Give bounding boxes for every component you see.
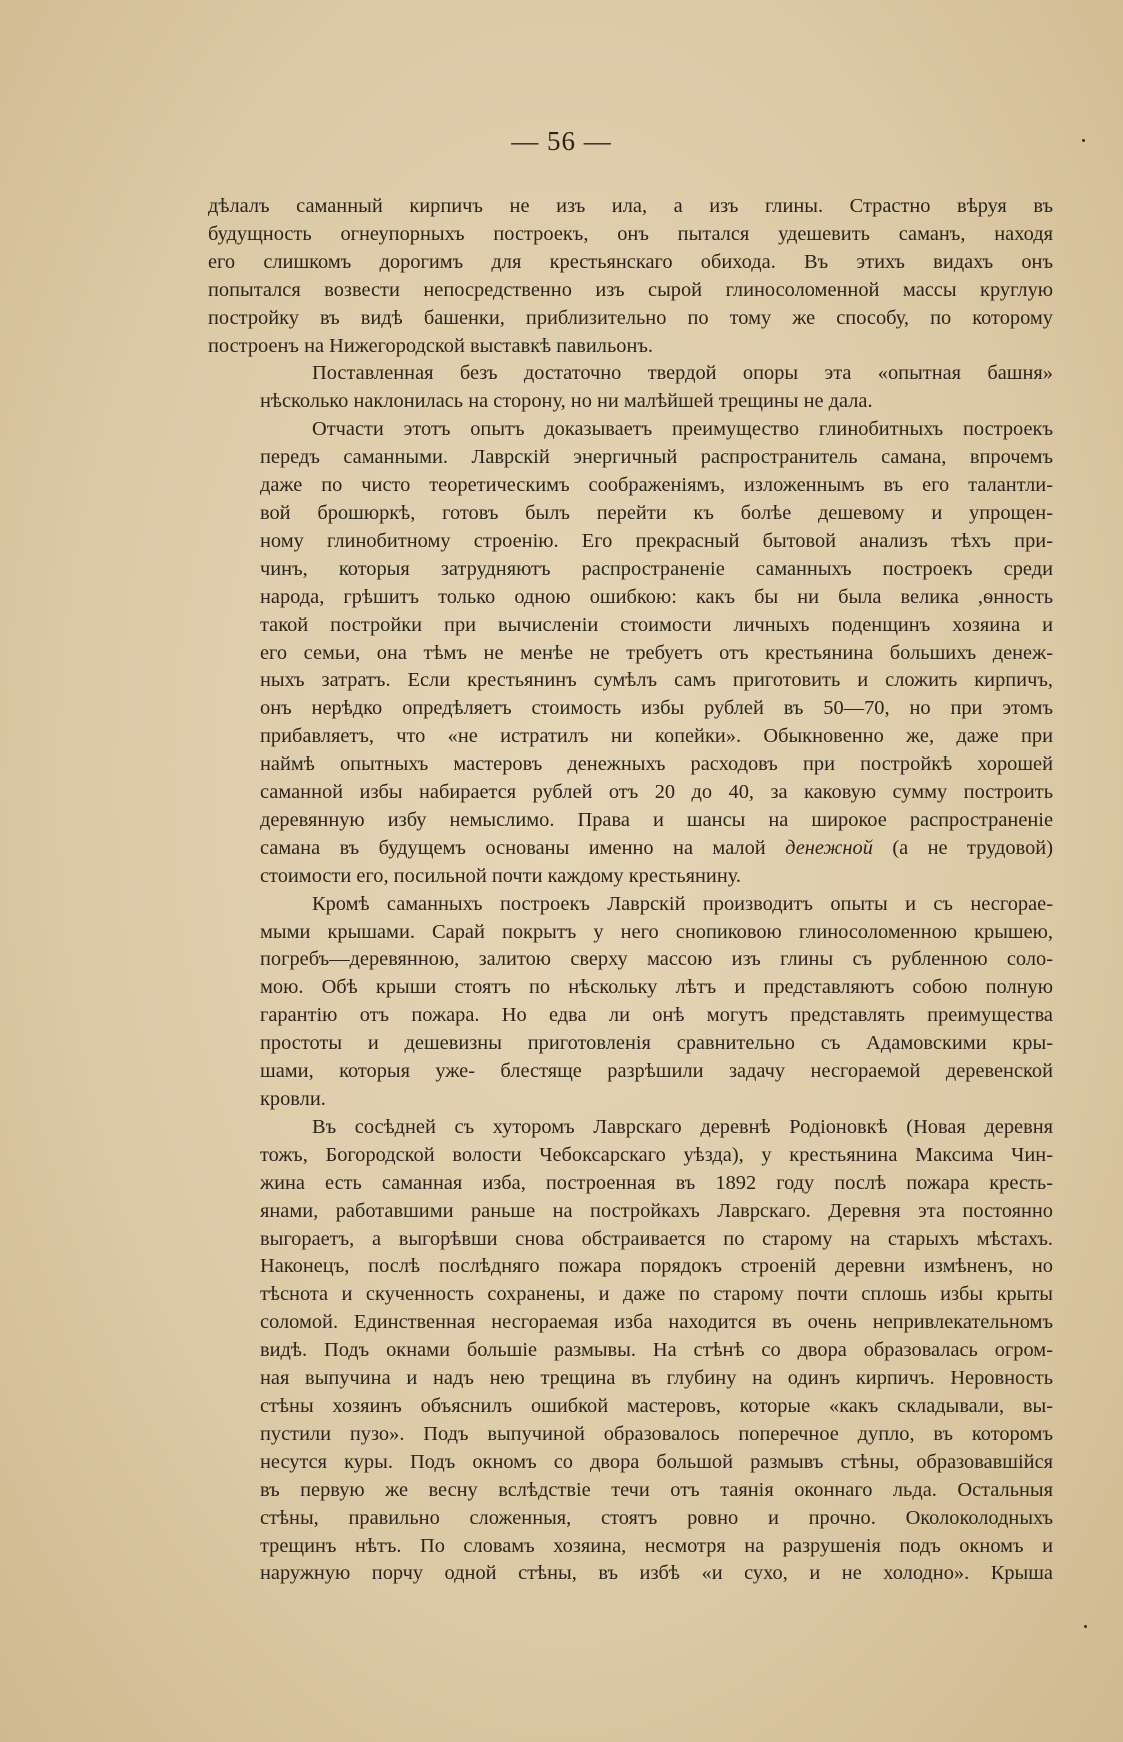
text-line: даже по чисто теоретическимъ соображеніямъ, изложеннымъ въ его талантли- [260,474,1053,497]
text-line: передъ саманными. Лаврскій энергичный распространитель самана, впрочемъ [260,446,1053,469]
text-line: кровли. [260,1088,326,1110]
text-line: Наконецъ, послѣ послѣдняго пожара порядокъ строеній деревни измѣненъ, но [260,1255,1053,1278]
text-line: трещинъ нѣтъ. По словамъ хозяина, несмотря на разрушенія подъ окномъ и [260,1534,1053,1557]
text-line: тожъ, Богородской волости Чебоксарскаго уѣзда), у крестьянина Максима Чин- [260,1143,1053,1166]
text-line: Въ сосѣдней съ хуторомъ Лаврскаго деревнѣ Родіоновкѣ (Новая деревня [312,1115,1053,1138]
paragraph [208,416,1053,890]
text-line: такой постройки при вычисленіи стоимости личныхъ поденщинъ хозяина и [260,613,1053,636]
text-line: будущность огнеупорныхъ построекъ, онъ пытался удешевить саманъ, находя [208,222,1053,245]
text-line: Поставленная безъ достаточно твердой опоры эта «опытная башня» [312,362,1053,385]
paragraph [208,891,1053,1114]
text-line: попытался возвести непосредственно изъ сырой глиносоломенной массы круглую [208,278,1053,301]
text-line: пустили пузо». Подъ выпучиной образовалось поперечное дупло, въ которомъ [260,1422,1053,1445]
text-line: шами, которыя уже- блестяще разрѣшили задачу несгораемой деревенской [260,1060,1053,1083]
paragraph [208,1114,1053,1588]
text-line: ная выпучина и надъ нею трещина въ глубину на одинъ кирпичъ. Неровность [260,1367,1053,1390]
text-line: тѣснота и скученность сохранены, и даже по старому почти сплошь избы крыты [260,1283,1053,1306]
text-line: янами, работавшими раньше на постройкахъ Лаврскаго. Деревня эта постоянно [260,1199,1053,1222]
text-line: мыми крышами. Сарай покрытъ у него снопиковою глиносоломенною крышею, [260,920,1053,943]
text-line: въ первую же весну вслѣдствіе течи отъ таянія оконнаго льда. Остальныя [260,1478,1053,1501]
paragraph [208,360,1053,416]
text-line: несутся куры. Подъ окномъ со двора большой размывъ стѣны, образовавшійся [260,1450,1053,1473]
text-line: стоимости его, посильной почти каждому крестьянину. [260,864,742,887]
text-line: саманной избы набирается рублей отъ 20 до 40, за каковую сумму построить [260,781,1053,804]
text-line: ныхъ затратъ. Если крестьянинъ сумѣлъ самъ приготовить и сложить кирпичъ, [260,669,1053,692]
text-line: его семьи, она тѣмъ не менѣе не требуетъ отъ крестьянина большихъ денеж- [260,641,1053,664]
text-line: его слишкомъ дорогимъ для крестьянскаго обихода. Въ этихъ видахъ онъ [208,250,1053,273]
text-line: мою. Обѣ крыши стоятъ по нѣскольку лѣтъ и представляютъ собою полную [260,976,1053,999]
text-line: Отчасти этотъ опытъ доказываетъ преимущество глинобитныхъ построекъ [312,418,1053,441]
text-line: Кромѣ саманныхъ построекъ Лаврскій производитъ опыты и съ несгорае- [312,892,1053,915]
text-line: видѣ. Подъ окнами большіе размывы. На стѣнѣ со двора образовалась огром- [260,1339,1053,1362]
text-line: гарантію отъ пожара. Но едва ли онѣ могутъ представлять преимущества [260,1004,1053,1027]
text-line: народа, грѣшитъ только одною ошибкою: какъ бы ни была велика ,ѳнность [260,585,1053,608]
text-line: постройку въ видѣ башенки, приблизительно по тому же способу, по которому [208,306,1053,329]
text-line: стѣны хозяинъ объяснилъ ошибкой мастеровъ, которые «какъ складывали, вы- [260,1394,1053,1417]
text-line: стѣны, правильно сложенныя, стоятъ ровно и прочно. Околоколодныхъ [260,1506,1053,1529]
text-line: простоты и дешевизны приготовленія сравнительно съ Адамовскими кры- [260,1032,1053,1055]
text-line: наймѣ опытныхъ мастеровъ денежныхъ расходовъ при постройкѣ хорошей [260,753,1053,776]
text-line: жина есть саманная изба, построенная въ 1892 году послѣ пожара кресть- [260,1171,1053,1194]
text-line: погребъ—деревянною, залитою сверху массою изъ глины съ рубленною соло- [260,948,1053,971]
paragraph [208,193,1053,360]
text-line: ному глинобитному строенію. Его прекрасный бытовой анализъ тѣхъ при- [260,529,1053,552]
text-line: наружную порчу одной стѣны, въ избѣ «и сухо, и не холодно». Крыша [260,1562,1053,1585]
margin-speck [1084,1625,1087,1628]
text-line: чинъ, которыя затрудняютъ распространеніе саманныхъ построекъ среди [260,557,1053,580]
margin-speck [1082,139,1085,142]
text-line: построенъ на Нижегородской выставкѣ павильонъ. [208,334,654,357]
text-body [208,193,1053,1588]
text-line: дѣлалъ саманный кирпичъ не изъ ила, а изъ глины. Страстно вѣруя въ [208,195,1053,217]
text-line: онъ нерѣдко опредѣляетъ стоимость избы рублей въ 50—70, но при этомъ [260,697,1053,720]
text-line: выгораетъ, а выгорѣвши снова обстраивается по старому на старыхъ мѣстахъ. [260,1227,1053,1250]
text-line: прибавляетъ, что «не истратилъ ни копейки». Обыкновенно же, даже при [260,725,1053,748]
emphasized-word: денежной [785,836,873,859]
text-line: нѣсколько наклонилась на сторону, но ни малѣйшей трещины не дала. [260,390,873,413]
text-line: соломой. Единственная несгораемая изба находится въ очень непривлекательномъ [260,1311,1053,1334]
text-line: вой брошюркѣ, готовъ былъ перейти къ болѣе дешевому и упрощен- [260,501,1053,524]
text-line: самана въ будущемъ основаны именно на малой денежной (а не трудовой) [260,836,1053,859]
page-number: — 56 — [511,126,612,156]
text-line: деревянную избу немыслимо. Права и шансы на широкое распространеніе [260,808,1053,831]
